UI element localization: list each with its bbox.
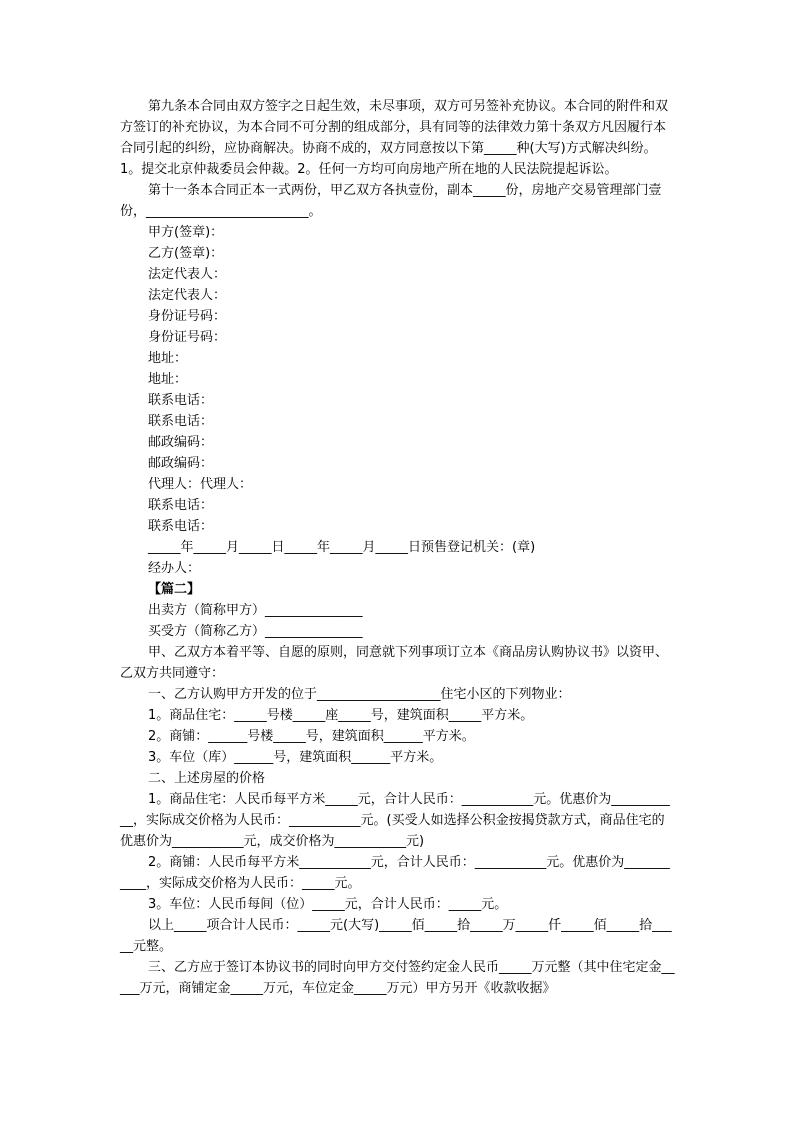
sign-line: 邮政编码： [148,435,214,450]
section-2-title: 【篇二】 [148,582,201,597]
sign-line: 身份证号码： [148,330,227,345]
sign-line: 甲方(签章)： [148,225,224,240]
sign-line: 联系电话： [148,519,214,534]
sign-line: 法定代表人： [148,288,227,303]
date-line: _____年_____月_____日_____年_____月_____日预售登记机关：(章) [148,540,536,555]
clause-2-3: 3。车位：人民币每间（位）_____元，合计人民币：_____元。 [148,897,508,912]
article-9-paragraph: 第九条本合同由双方签字之日起生效，未尽事项，双方可另签补充协议。本合同的附件和双方签订的补充协议，为本合同不可分割的组成部分，具有同等的法律效力第十条双方凡因履行本合同引起的纠纷，应协商解决。协商不成的，双方同意按以下第_____种(大写)方式解决纠纷。1。提交北京仲裁委员会仲裁。2。任何一方均可向房地产所在地的人民法院提起诉讼。 [120,99,669,177]
sign-line: 法定代表人： [148,267,227,282]
clause-3: 三、乙方应于签订本协议书的同时向甲方交付签约定金人民币_____万元整（其中住宅定金_____万元，商铺定金_____万元，车位定金_____万元）甲方另开《收款收据》 [120,960,675,996]
clause-1: 一、乙方认购甲方开发的位于___________________住宅小区的下列物业： [148,687,571,702]
handler-line: 经办人： [148,561,201,576]
clause-2-1: 1。商品住宅：人民币每平方米_____元，合计人民币：___________元。优惠价为___________，实际成交价格为人民币：___________元。(买受人如选择公积金按揭贷款方式，商品住宅的优惠价为___________元，成交价格为___________元) [120,792,670,849]
clause-1-1: 1。商品住宅：_____号楼_____座_____号，建筑面积_____平方米。 [148,708,534,723]
clause-2: 二、上述房屋的价格 [148,771,266,786]
sign-line: 地址： [148,351,188,366]
sign-line: 邮政编码： [148,456,214,471]
total-paragraph: 以上_____项合计人民币：_____元(大写)_____佰_____拾_____万_____仟_____佰_____拾_____元整。 [120,918,672,954]
sign-line: 联系电话： [148,498,214,513]
clause-1-2: 2。商铺：______号楼_____号，建筑面积______平方米。 [148,729,475,744]
sign-line: 乙方(签章)： [148,246,224,261]
sign-line: 联系电话： [148,393,214,408]
sign-line: 地址： [148,372,188,387]
sign-line: 身份证号码： [148,309,227,324]
clause-2-2: 2。商铺：人民币每平方米___________元，合计人民币：___________元。优惠价为___________，实际成交价格为人民币：_____元。 [120,855,670,891]
clause-1-3: 3。车位（库）______号，建筑面积______平方米。 [148,750,443,765]
sign-line: 代理人：代理人： [148,477,253,492]
sign-line: 联系电话： [148,414,214,429]
signature-block [120,222,676,579]
seller-line: 出卖方（简称甲方）_______________ [148,603,363,618]
buyer-line: 买受方（简称乙方）_______________ [148,624,363,639]
preamble-paragraph: 甲、乙双方本着平等、自愿的原则，同意就下列事项订立本《商品房认购协议书》以资甲、乙双方共同遵守： [120,645,669,681]
article-11-paragraph: 第十一条本合同正本一式两份，甲乙双方各执壹份，副本_____份，房地产交易管理部门壹份，_________________________。 [120,183,662,219]
